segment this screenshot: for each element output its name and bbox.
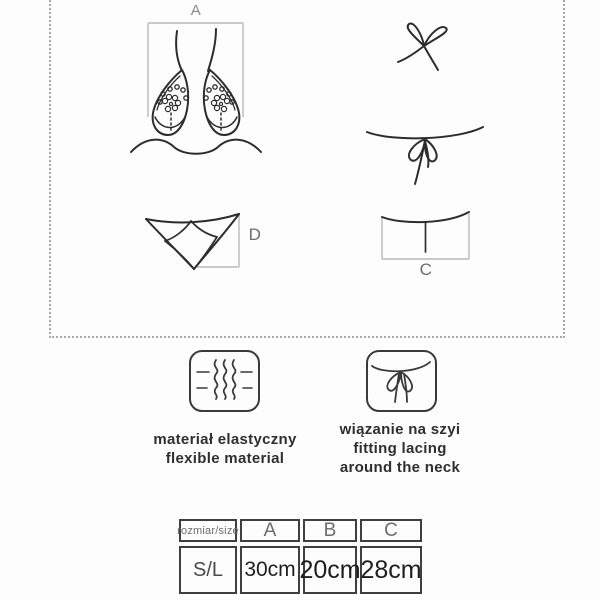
neck-lacing-icon bbox=[366, 350, 437, 412]
measure-label-a: A bbox=[190, 2, 202, 19]
neck-tie-bow bbox=[398, 24, 447, 70]
body-contour-line bbox=[131, 140, 261, 154]
size-table bbox=[179, 519, 422, 594]
elastic-material-label bbox=[125, 430, 325, 468]
elastic-waves-glyph bbox=[191, 352, 257, 409]
right-strap bbox=[208, 29, 216, 71]
left-cup bbox=[153, 70, 189, 135]
header-cell-b: B bbox=[303, 519, 357, 542]
measure-brackets bbox=[148, 23, 469, 267]
cell-measure-a: 30cm bbox=[240, 546, 300, 594]
elastic-label-line-pl: materiał elastyczny bbox=[153, 431, 297, 448]
lacing-label-line-pl: wiązanie na szyi bbox=[339, 421, 461, 438]
measure-label-d: D bbox=[248, 225, 262, 244]
measure-label-c: C bbox=[419, 260, 433, 279]
header-cell-size: rozmiar/size bbox=[179, 519, 237, 542]
lacing-label-line-en1: fitting lacing bbox=[353, 440, 447, 457]
cell-size-value: S/L bbox=[179, 546, 237, 594]
lace-flower bbox=[162, 94, 180, 111]
back-band-bow bbox=[367, 127, 483, 184]
header-cell-a: A bbox=[240, 519, 300, 542]
elastic-label-line-en: flexible material bbox=[165, 450, 285, 467]
cell-measure-c: 28cm bbox=[360, 546, 422, 594]
bottoms-back-illustration bbox=[382, 212, 469, 252]
lacing-bow-glyph bbox=[368, 352, 434, 409]
header-cell-c: C bbox=[360, 519, 422, 542]
bottoms-front-illustration bbox=[146, 214, 239, 269]
size-table-header-row bbox=[179, 519, 422, 542]
left-strap bbox=[176, 31, 182, 71]
bikini-top-front-illustration bbox=[131, 29, 261, 154]
elastic-material-icon bbox=[189, 350, 260, 412]
bikini-top-back-illustration bbox=[367, 24, 483, 184]
cell-measure-b: 20cm bbox=[303, 546, 357, 594]
neck-lacing-label bbox=[300, 420, 500, 477]
size-table-data-row bbox=[179, 546, 422, 594]
lacing-label-line-en2: around the neck bbox=[339, 459, 461, 476]
right-cup bbox=[204, 70, 240, 135]
